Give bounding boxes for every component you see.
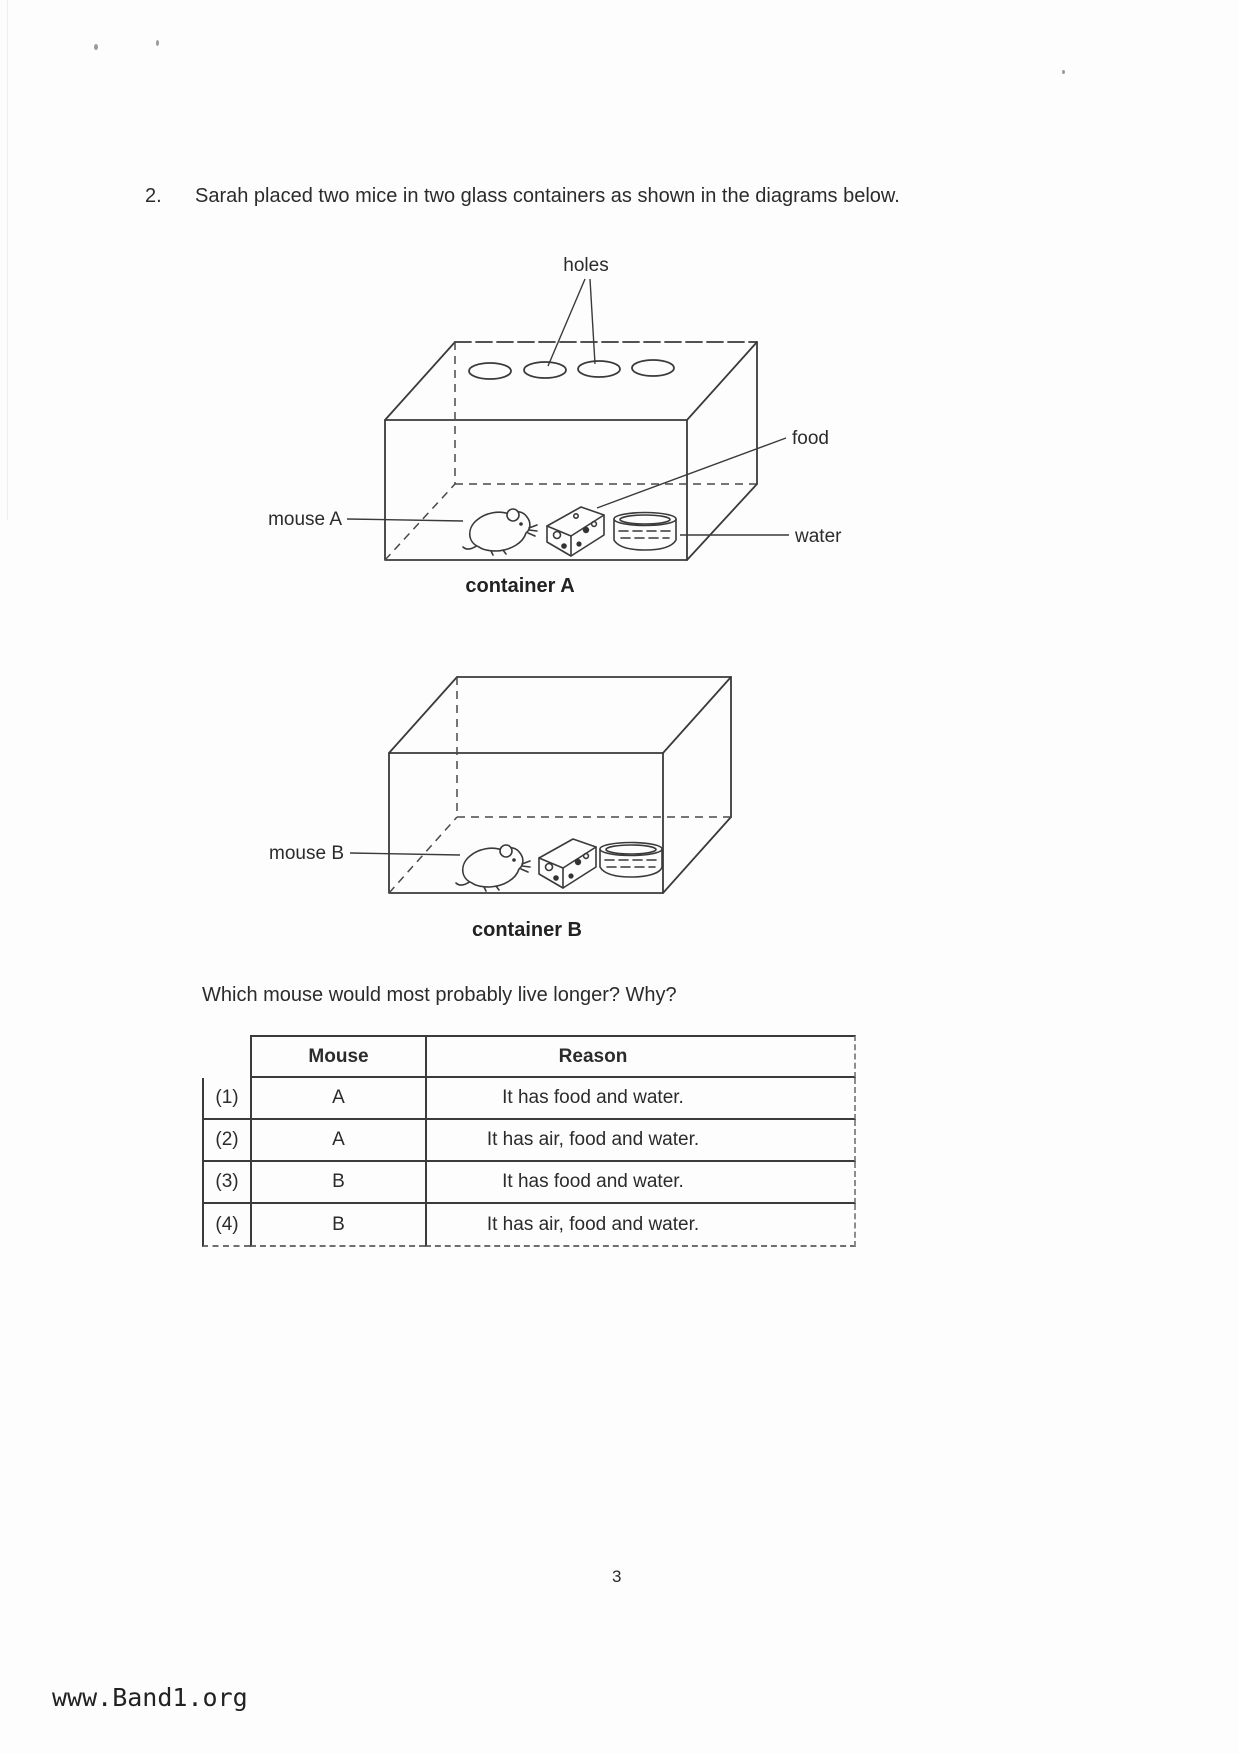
table-header-spacer xyxy=(202,1035,250,1078)
scan-speck xyxy=(1062,70,1065,74)
option-label: (4) xyxy=(202,1204,250,1247)
mouse-a-drawing xyxy=(463,509,537,555)
footer-watermark: www.Band1.org xyxy=(52,1683,248,1712)
option-reason-value: It has air, food and water. xyxy=(425,1120,856,1162)
diagram-container-a xyxy=(220,235,910,610)
scan-speck xyxy=(94,44,98,50)
water-label: water xyxy=(795,526,842,547)
option-mouse-value: B xyxy=(250,1162,425,1204)
mouse-b-label: mouse B xyxy=(269,843,344,864)
option-label: (1) xyxy=(202,1078,250,1120)
water-bowl-drawing xyxy=(614,513,676,551)
question-2-line xyxy=(145,183,900,209)
option-mouse-value: A xyxy=(250,1078,425,1120)
question-text: Sarah placed two mice in two glass containers as shown in the diagrams below. xyxy=(195,185,900,207)
option-mouse-value: B xyxy=(250,1204,425,1247)
container-b-caption: container B xyxy=(471,919,583,941)
option-reason-value: It has food and water. xyxy=(425,1078,856,1120)
cheese-food-drawing xyxy=(539,839,596,888)
mouse-b-pointer-line xyxy=(350,853,460,855)
water-bowl-drawing xyxy=(600,843,662,878)
mouse-a-pointer-line xyxy=(347,519,463,521)
answer-options-table xyxy=(202,1035,856,1247)
scan-speck xyxy=(156,40,159,46)
air-hole xyxy=(524,362,566,378)
holes-label: holes xyxy=(563,255,609,276)
question-number: 2. xyxy=(145,185,162,207)
table-header-mouse: Mouse xyxy=(250,1035,425,1078)
option-label: (2) xyxy=(202,1120,250,1162)
cheese-food-drawing xyxy=(547,507,604,556)
food-label: food xyxy=(792,428,829,449)
mouse-b-drawing xyxy=(456,845,530,891)
holes-pointer-line xyxy=(548,279,585,366)
table-header-reason: Reason xyxy=(425,1035,856,1078)
option-reason-value: It has air, food and water. xyxy=(425,1204,856,1247)
scan-edge-shadow xyxy=(7,0,8,520)
air-hole xyxy=(469,363,511,379)
air-hole xyxy=(632,360,674,376)
diagram-container-b xyxy=(220,640,910,950)
option-reason-value: It has food and water. xyxy=(425,1162,856,1204)
container-a-caption: container A xyxy=(465,575,575,597)
air-hole xyxy=(578,361,620,377)
question-prompt: Which mouse would most probably live longer? Why? xyxy=(202,984,677,1006)
option-mouse-value: A xyxy=(250,1120,425,1162)
holes-pointer-line xyxy=(590,279,595,364)
mouse-a-label: mouse A xyxy=(268,509,342,530)
option-label: (3) xyxy=(202,1162,250,1204)
page-number: 3 xyxy=(612,1567,622,1586)
